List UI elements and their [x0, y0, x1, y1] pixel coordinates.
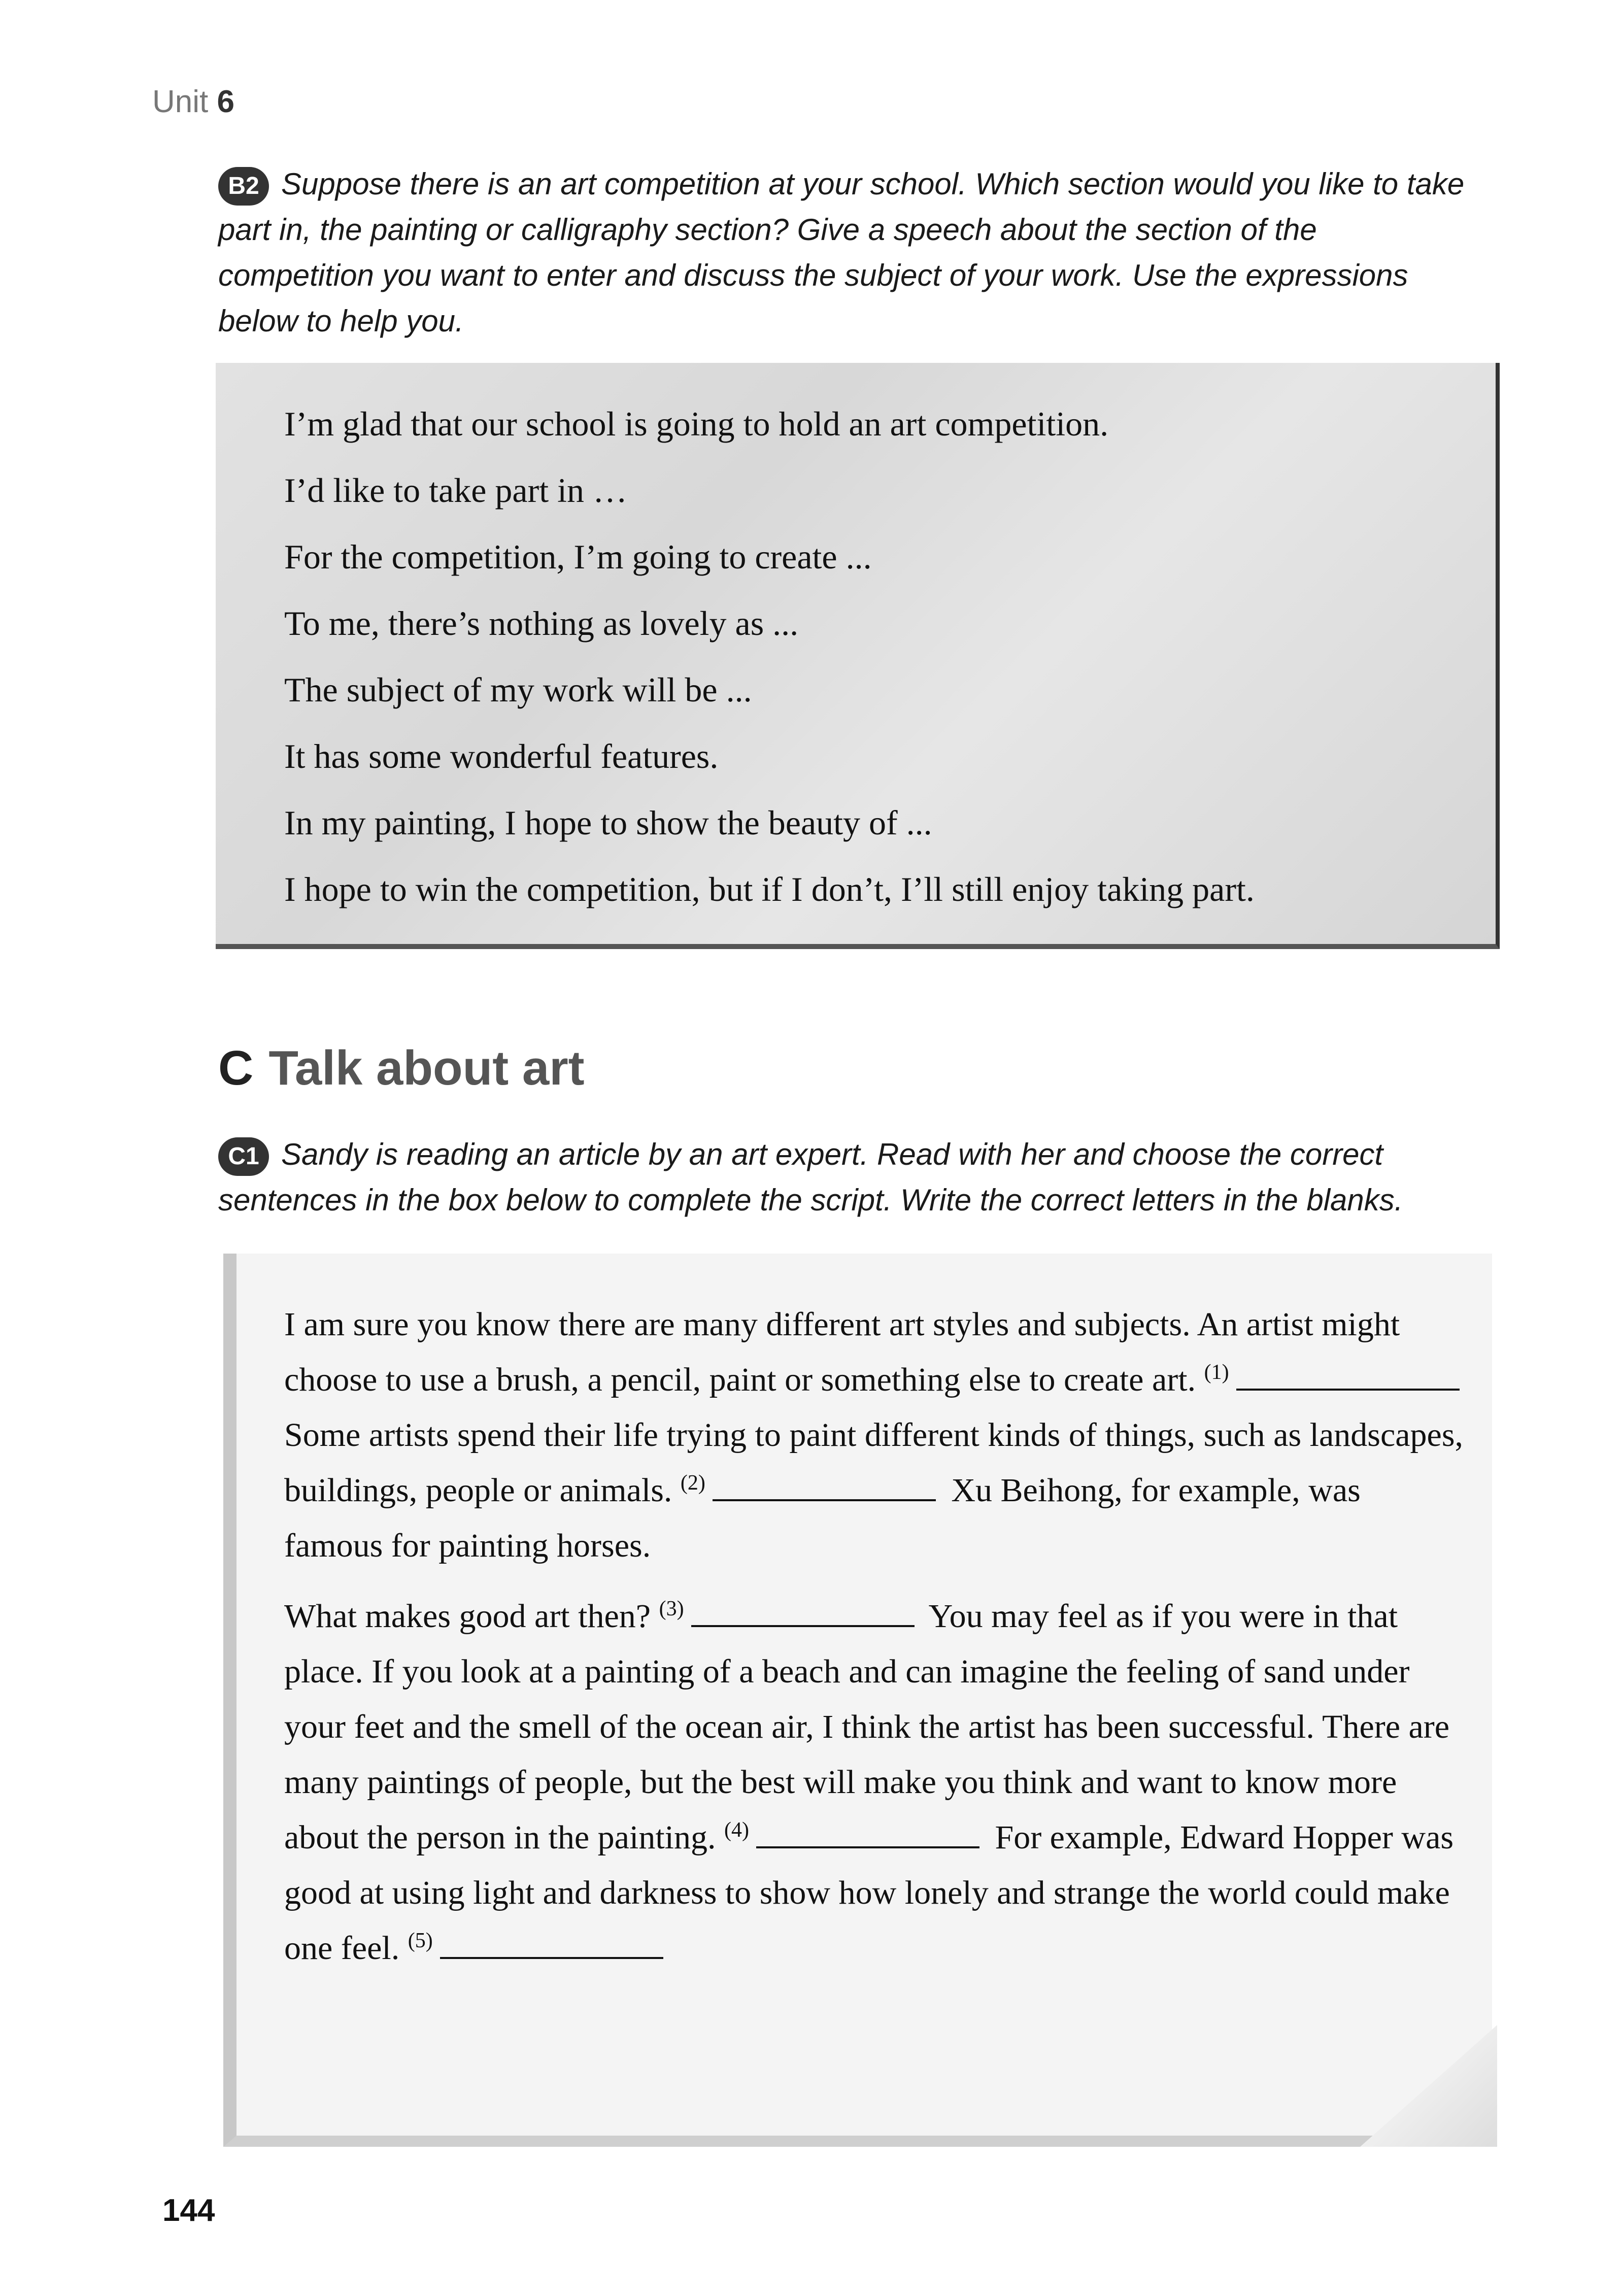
- article-paragraph: [284, 1589, 1467, 1976]
- article-text-run: I am sure you know there are many different art styles and subjects. An artist might choose to use a brush, a pencil, paint or something else to create art.: [284, 1306, 1400, 1398]
- blank-3[interactable]: [691, 1592, 915, 1627]
- blank-2[interactable]: [713, 1466, 936, 1501]
- expression-item: I hope to win the competition, but if I don’t, I’ll still enjoy taking part.: [284, 870, 1255, 908]
- blank-number-1: (1): [1204, 1361, 1229, 1384]
- expression-item: To me, there’s nothing as lovely as ...: [284, 604, 799, 643]
- section-heading: [218, 1040, 585, 1096]
- article-text-run: For example, Edward Hopper was good at using light and darkness to show how lonely and strange the world could make one feel.: [284, 1819, 1454, 1967]
- blank-1[interactable]: [1236, 1355, 1460, 1391]
- article-text-run: Xu Beihong, for example, was famous for painting horses.: [284, 1472, 1361, 1564]
- c1-instruction-text: Sandy is reading an article by an art expert. Read with her and choose the correct sentences in the box below to complete the script. Write the correct letters in the blanks.: [218, 1137, 1403, 1217]
- unit-label: Unit: [152, 84, 209, 119]
- c1-badge: C1: [218, 1137, 269, 1176]
- blank-number-2: (2): [680, 1471, 705, 1495]
- article-text-run: You may feel as if you were in that place. If you look at a painting of a beach and can imagine the feeling of sand under your feet and the smell of the ocean air, I think the artist has been successful. There are many paintings of people, but the best will make you think and want to know more about the person in the painting.: [284, 1598, 1450, 1856]
- blank-4[interactable]: [756, 1813, 979, 1848]
- blank-number-3: (3): [659, 1597, 684, 1620]
- blank-number-5: (5): [408, 1929, 433, 1952]
- article-text-run: Some artists spend their life trying to paint different kinds of things, such as landscapes, buildings, people or animals.: [284, 1416, 1464, 1509]
- b2-badge: B2: [218, 167, 269, 206]
- expressions-list: [284, 401, 1255, 933]
- unit-number: 6: [217, 84, 234, 119]
- article-text-run: What makes good art then?: [284, 1598, 651, 1635]
- expression-item: For the competition, I’m going to create ...: [284, 537, 872, 576]
- page-number: 144: [162, 2193, 215, 2228]
- unit-heading: [152, 84, 234, 120]
- expression-item: The subject of my work will be ...: [284, 670, 752, 709]
- expression-item: I’d like to take part in …: [284, 471, 628, 510]
- expression-item: In my painting, I hope to show the beauty of ...: [284, 803, 932, 842]
- article-paragraph: [284, 1297, 1467, 1573]
- section-title: Talk about art: [268, 1041, 585, 1095]
- blank-5[interactable]: [440, 1923, 663, 1959]
- article-text: [284, 1297, 1467, 1976]
- blank-number-4: (4): [724, 1818, 749, 1842]
- b2-instruction-text: Suppose there is an art competition at your school. Which section would you like to take part in, the painting or calligraphy section? Give a speech about the section of the competition you want to enter and discuss the subject of your work. Use the expressions below to help you.: [218, 167, 1465, 338]
- expression-item: It has some wonderful features.: [284, 737, 719, 775]
- section-letter: C: [218, 1041, 254, 1095]
- expression-item: I’m glad that our school is going to hold an art competition.: [284, 404, 1109, 443]
- c1-instruction: [218, 1132, 1467, 1223]
- b2-instruction: [218, 161, 1467, 344]
